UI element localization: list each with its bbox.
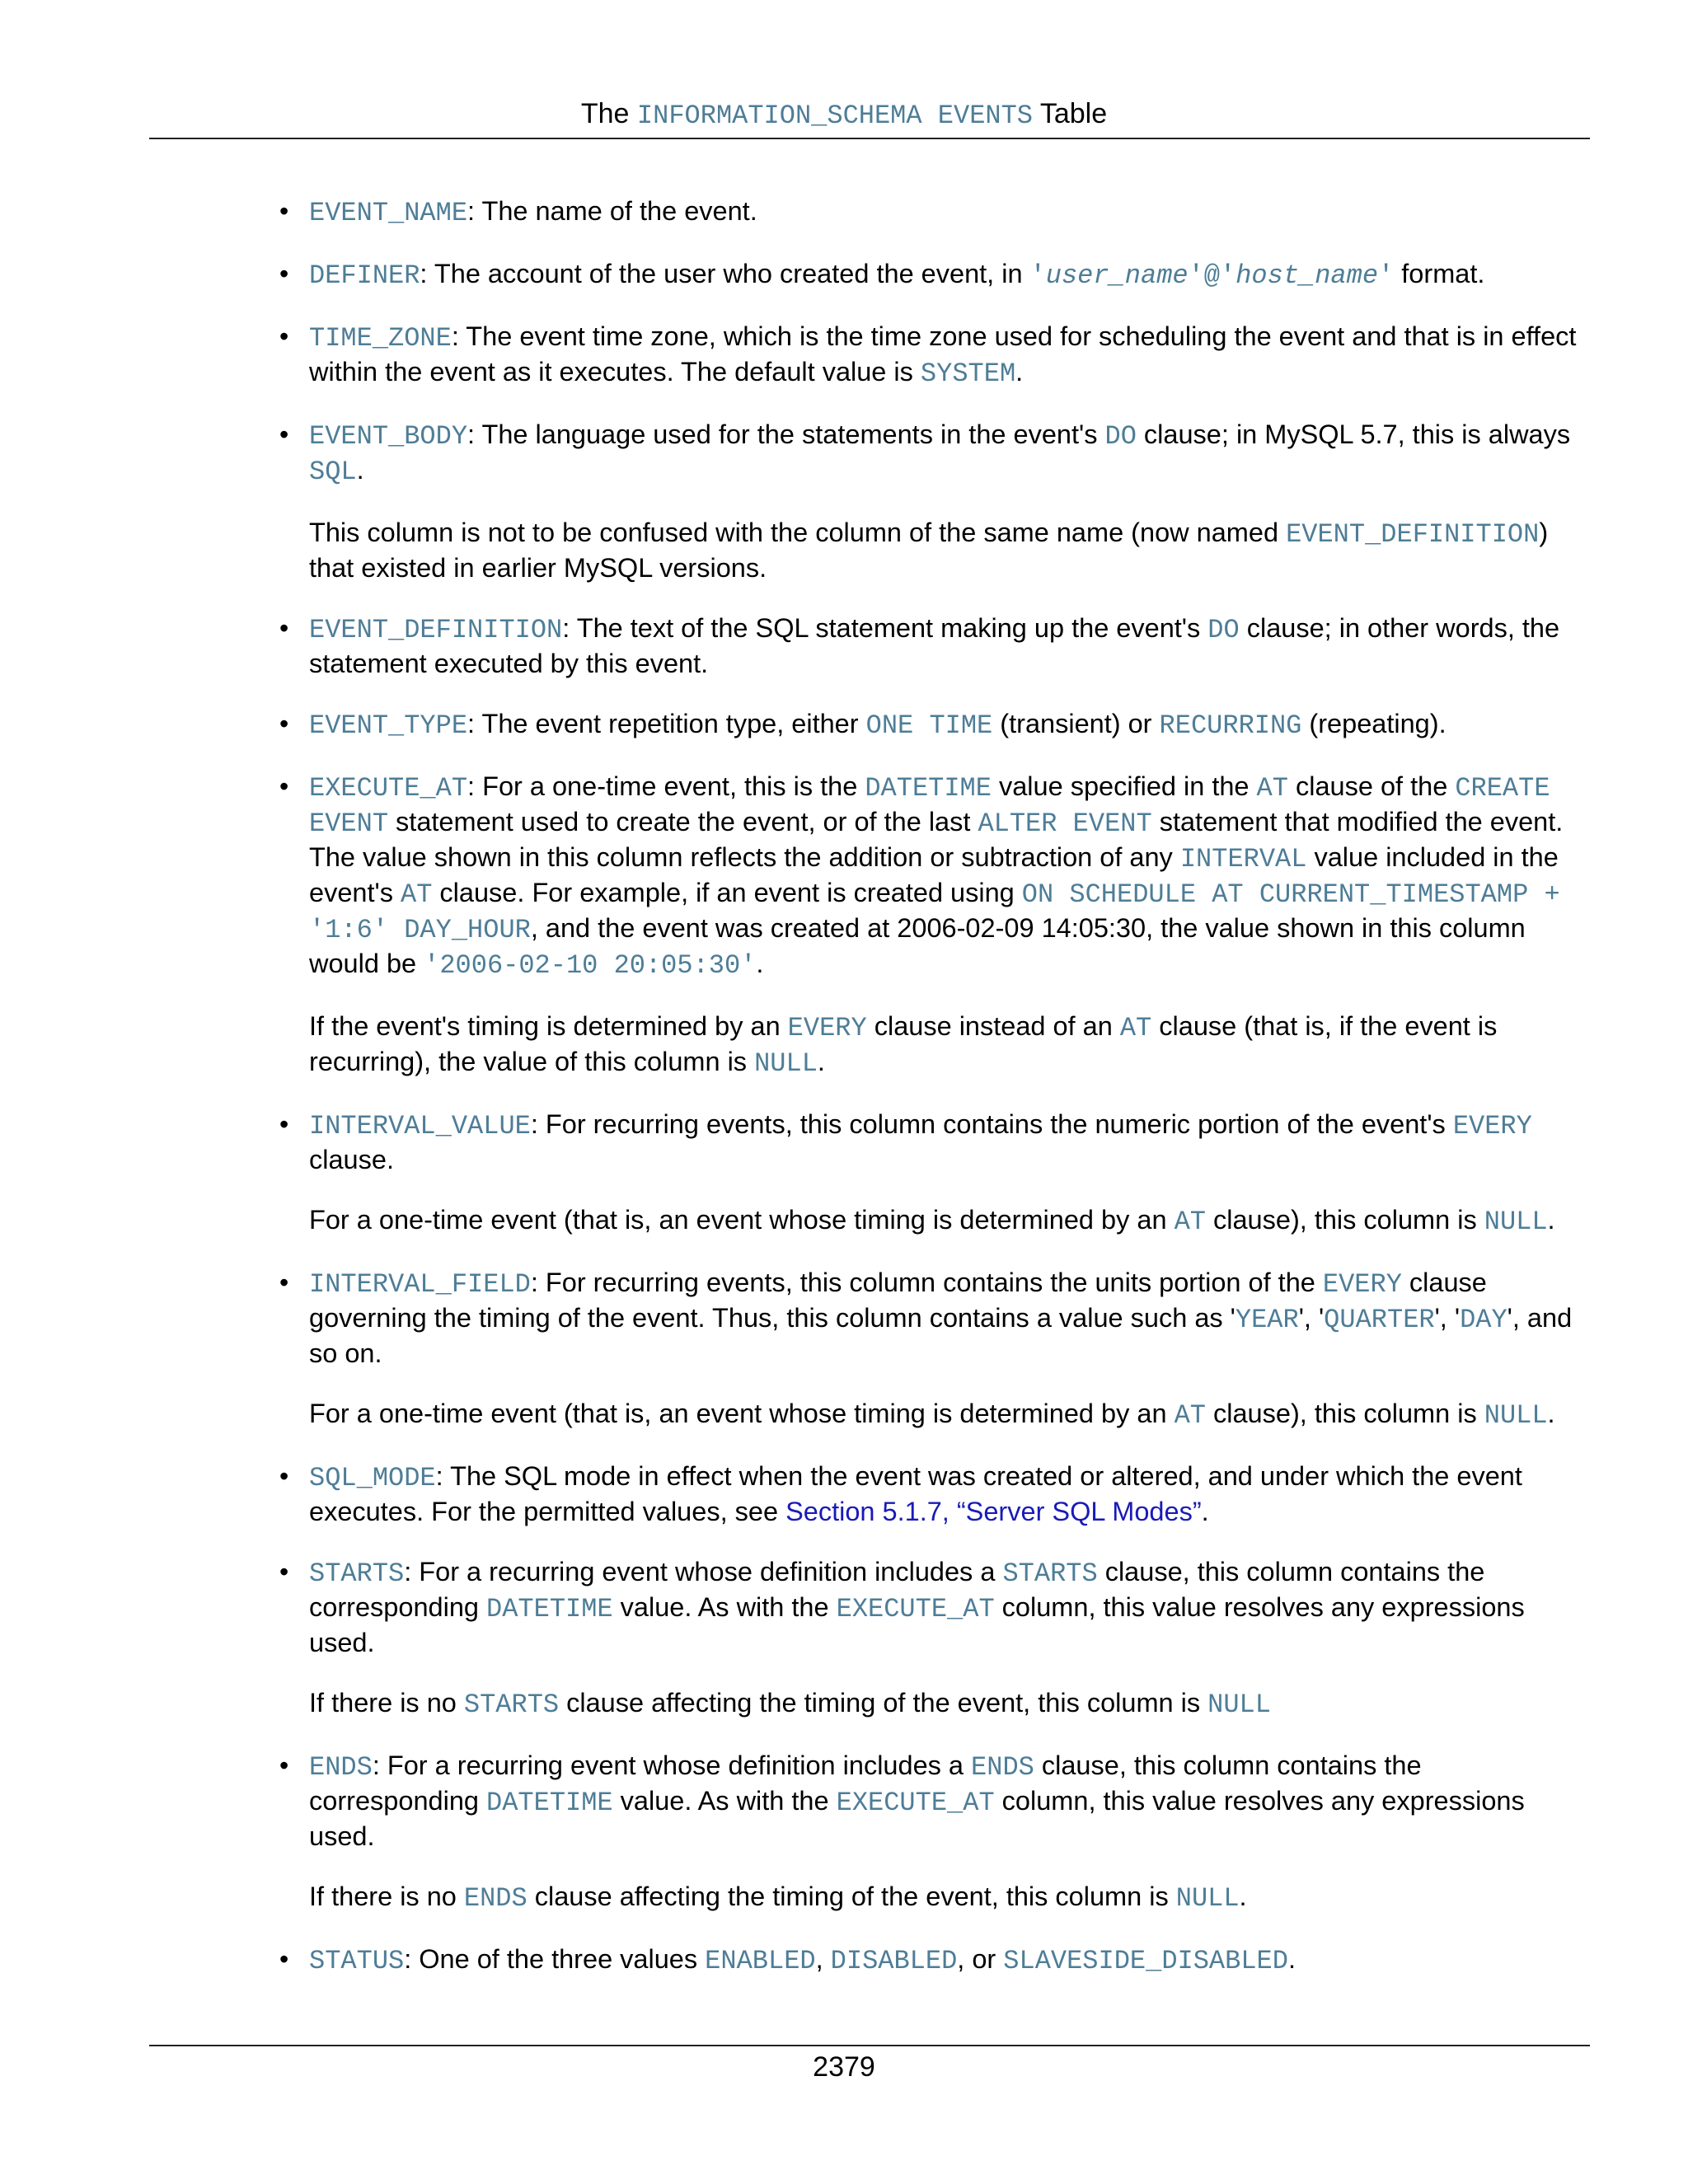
code-term: SLAVESIDE_DISABLED: [1003, 1946, 1288, 1976]
text-run: statement that modified the event. The value shown in this column reflects the addition or subtraction of any: [309, 807, 1564, 872]
bullet-icon: •: [279, 1557, 289, 1586]
text-run: : The SQL mode in effect when the event was created or altered, and under which the event executes. For the permitted values, see: [309, 1461, 1522, 1526]
code-term: EXECUTE_AT: [309, 773, 468, 804]
text-run: .: [817, 1047, 825, 1076]
text-run: column, this value resolves any expressions used.: [309, 1592, 1525, 1657]
code-term: DATETIME: [486, 1594, 613, 1624]
list-item: [279, 1460, 1595, 1528]
code-term: AT: [1174, 1400, 1206, 1431]
code-term: RECURRING: [1159, 710, 1302, 741]
bullet-icon: •: [279, 613, 289, 643]
item-description: [309, 1460, 1595, 1528]
item-note: [309, 1203, 1595, 1239]
text-run: .: [1201, 1497, 1209, 1526]
text-run: ', ': [1298, 1303, 1325, 1333]
code-term: ENDS: [463, 1883, 528, 1914]
item-description: [309, 1555, 1595, 1659]
item-description: [309, 194, 1595, 230]
text-run: (repeating).: [1301, 709, 1447, 738]
list-item: [279, 612, 1595, 680]
code-term: CREATE EVENT: [309, 773, 1550, 839]
code-term: NULL: [1207, 1690, 1271, 1720]
text-run: clause affecting the timing of the event, this column is: [559, 1688, 1208, 1718]
list-item: [279, 707, 1595, 743]
bullet-icon: •: [279, 1461, 289, 1491]
text-run: .: [1547, 1399, 1555, 1428]
item-description: [309, 612, 1595, 680]
text-run: format.: [1394, 259, 1485, 288]
code-term: ENDS: [971, 1752, 1034, 1783]
list-item: [279, 770, 1595, 1080]
text-run: clause of the: [1287, 771, 1456, 801]
section-link[interactable]: Section 5.1.7, “Server SQL Modes”: [785, 1497, 1202, 1526]
code-term: NULL: [1175, 1883, 1240, 1914]
text-run: : The event repetition type, either: [467, 709, 866, 738]
list-item: [279, 1266, 1595, 1432]
code-term: ALTER EVENT: [978, 808, 1152, 839]
code-term: AT: [401, 879, 433, 910]
text-run: value. As with the: [612, 1786, 837, 1816]
item-note: [309, 1397, 1595, 1432]
list-item: [279, 257, 1595, 293]
text-run: : For recurring events, this column contains the units portion of the: [530, 1268, 1323, 1297]
code-term: INTERVAL_FIELD: [309, 1269, 531, 1300]
code-term: '2006-02-10 20:05:30': [424, 950, 757, 981]
code-term: NULL: [754, 1048, 818, 1079]
code-term: AT: [1256, 773, 1288, 804]
column-list: [279, 194, 1595, 2005]
code-term: SQL_MODE: [309, 1463, 436, 1493]
text-run: ', and so on.: [309, 1303, 1573, 1368]
list-item: [279, 418, 1595, 584]
code-term: DATETIME: [486, 1788, 613, 1818]
list-item: [279, 320, 1595, 391]
list-item: [279, 194, 1595, 230]
code-term: STARTS: [1002, 1558, 1098, 1589]
code-term: ': [1378, 260, 1395, 291]
code-term: ENABLED: [705, 1946, 816, 1976]
header-rule: [149, 138, 1590, 139]
bullet-icon: •: [279, 1109, 289, 1139]
code-term: EVENT_DEFINITION: [309, 615, 563, 645]
text-run: value. As with the: [612, 1592, 837, 1622]
code-term: INTERVAL: [1179, 844, 1307, 874]
code-term: DATETIME: [865, 773, 992, 804]
code-term: DO: [1207, 615, 1240, 645]
text-run: , and the event was created at 2006-02-09 14:05:30, the value shown in this column would be: [309, 913, 1526, 978]
code-term: SQL: [309, 457, 357, 487]
code-term: INTERVAL_VALUE: [309, 1111, 531, 1141]
code-term: EVERY: [787, 1013, 867, 1043]
code-term: STARTS: [309, 1558, 405, 1589]
code-term: ONE TIME: [865, 710, 993, 741]
text-run: clause), this column is: [1205, 1399, 1484, 1428]
bullet-icon: •: [279, 771, 289, 801]
page-header: [0, 92, 1688, 138]
item-note: [309, 1010, 1595, 1080]
text-run: statement used to create the event, or of the last: [388, 807, 978, 837]
bullet-icon: •: [279, 321, 289, 351]
item-description: [309, 1266, 1595, 1370]
text-run: clause, this column contains the corresponding: [309, 1750, 1422, 1816]
text-run: .: [356, 455, 364, 485]
text-run: : The language used for the statements in the event's: [467, 419, 1105, 449]
text-run: .: [756, 949, 764, 978]
text-run: clause), this column is: [1205, 1205, 1484, 1235]
text-run: clause; in MySQL 5.7, this is always: [1136, 419, 1571, 449]
header-title-code: INFORMATION_SCHEMA EVENTS: [636, 101, 1033, 131]
code-term: EVENT_NAME: [309, 198, 468, 228]
code-term: DAY: [1460, 1305, 1507, 1335]
code-term: QUARTER: [1324, 1305, 1435, 1335]
code-term: STARTS: [463, 1690, 560, 1720]
text-run: clause governing the timing of the event. Thus, this column contains a value such as ': [309, 1268, 1487, 1333]
code-term: EVERY: [1322, 1269, 1402, 1300]
code-placeholder: host_name: [1236, 260, 1379, 291]
code-term: ON SCHEDULE AT CURRENT_TIMESTAMP + '1:6' DAY_HOUR: [309, 879, 1560, 945]
item-description: [309, 418, 1595, 489]
bullet-icon: •: [279, 419, 289, 449]
bullet-icon: •: [279, 1750, 289, 1780]
list-item: [279, 1108, 1595, 1239]
bullet-icon: •: [279, 709, 289, 738]
code-term: AT: [1119, 1013, 1152, 1043]
code-term: AT: [1174, 1207, 1206, 1237]
item-note: [309, 1880, 1595, 1915]
code-term: TIME_ZONE: [309, 323, 452, 354]
text-run: clause; in other words, the statement executed by this event.: [309, 613, 1560, 678]
text-run: If there is no: [309, 1688, 464, 1718]
bullet-icon: •: [279, 1268, 289, 1297]
list-item: [279, 1555, 1595, 1722]
code-term: NULL: [1484, 1400, 1548, 1431]
text-run: clause.: [309, 1145, 394, 1174]
text-run: If there is no: [309, 1882, 464, 1911]
text-run: value included in the event's: [309, 842, 1559, 907]
text-run: If the event's timing is determined by an: [309, 1011, 788, 1041]
text-run: column, this value resolves any expressions used.: [309, 1786, 1525, 1851]
text-run: : For a one-time event, this is the: [467, 771, 865, 801]
text-run: clause. For example, if an event is created using: [432, 878, 1022, 907]
text-run: : For a recurring event whose definition includes a: [404, 1557, 1003, 1586]
text-run: : The account of the user who created the event, in: [420, 259, 1030, 288]
text-run: clause (that is, if the event is recurring), the value of this column is: [309, 1011, 1498, 1076]
list-item: [279, 1749, 1595, 1915]
text-run: : The event time zone, which is the time zone used for scheduling the event and that is in effect within the event as it executes. The default value is: [309, 321, 1577, 387]
item-description: [309, 1749, 1595, 1853]
text-run: : For a recurring event whose definition includes a: [372, 1750, 972, 1780]
text-run: : For recurring events, this column contains the numeric portion of the event's: [530, 1109, 1453, 1139]
code-term: ': [1029, 260, 1046, 291]
code-term: SYSTEM: [920, 359, 1016, 389]
bullet-icon: •: [279, 259, 289, 288]
code-term: EXECUTE_AT: [836, 1788, 995, 1818]
text-run: .: [1239, 1882, 1247, 1911]
item-description: [309, 707, 1595, 743]
text-run: : One of the three values: [404, 1944, 706, 1974]
page-number: 2379: [813, 2051, 875, 2083]
text-run: clause, this column contains the corresponding: [309, 1557, 1485, 1622]
code-placeholder: user_name: [1045, 260, 1189, 291]
text-run: .: [1015, 357, 1024, 387]
text-run: This column is not to be confused with the column of the same name (now named: [309, 518, 1287, 547]
code-term: EVENT_DEFINITION: [1286, 519, 1540, 550]
code-term: YEAR: [1235, 1305, 1299, 1335]
text-run: For a one-time event (that is, an event whose timing is determined by an: [309, 1399, 1175, 1428]
text-run: clause instead of an: [866, 1011, 1120, 1041]
text-run: ,: [815, 1944, 831, 1974]
item-note: [309, 1686, 1595, 1722]
code-term: DO: [1104, 421, 1137, 452]
code-term: DEFINER: [309, 260, 420, 291]
text-run: .: [1547, 1205, 1555, 1235]
text-run: .: [1287, 1944, 1296, 1974]
item-description: [309, 770, 1595, 982]
text-run: ', ': [1434, 1303, 1461, 1333]
code-term: ENDS: [309, 1752, 373, 1783]
code-term: DISABLED: [830, 1946, 958, 1976]
code-term: NULL: [1484, 1207, 1548, 1237]
text-run: clause affecting the timing of the event, this column is: [527, 1882, 1176, 1911]
header-title-suffix: Table: [1033, 98, 1108, 129]
text-run: , or: [957, 1944, 1004, 1974]
code-term: EVENT_TYPE: [309, 710, 468, 741]
code-term: EVENT_BODY: [309, 421, 468, 452]
text-run: (transient) or: [992, 709, 1160, 738]
bullet-icon: •: [279, 196, 289, 226]
item-description: [309, 320, 1595, 391]
text-run: : The name of the event.: [467, 196, 757, 226]
bullet-icon: •: [279, 1944, 289, 1974]
text-run: For a one-time event (that is, an event whose timing is determined by an: [309, 1205, 1175, 1235]
text-run: value specified in the: [991, 771, 1257, 801]
text-run: ) that existed in earlier MySQL versions.: [309, 518, 1549, 583]
item-description: [309, 1108, 1595, 1176]
header-title-prefix: The: [580, 98, 637, 129]
code-term: '@': [1188, 260, 1236, 291]
code-term: EXECUTE_AT: [836, 1594, 995, 1624]
text-run: : The text of the SQL statement making up the event's: [562, 613, 1208, 643]
item-description: [309, 1943, 1595, 1978]
item-note: [309, 516, 1595, 584]
list-item: [279, 1943, 1595, 1978]
code-term: EVERY: [1452, 1111, 1532, 1141]
code-term: STATUS: [309, 1946, 405, 1976]
item-description: [309, 257, 1595, 293]
